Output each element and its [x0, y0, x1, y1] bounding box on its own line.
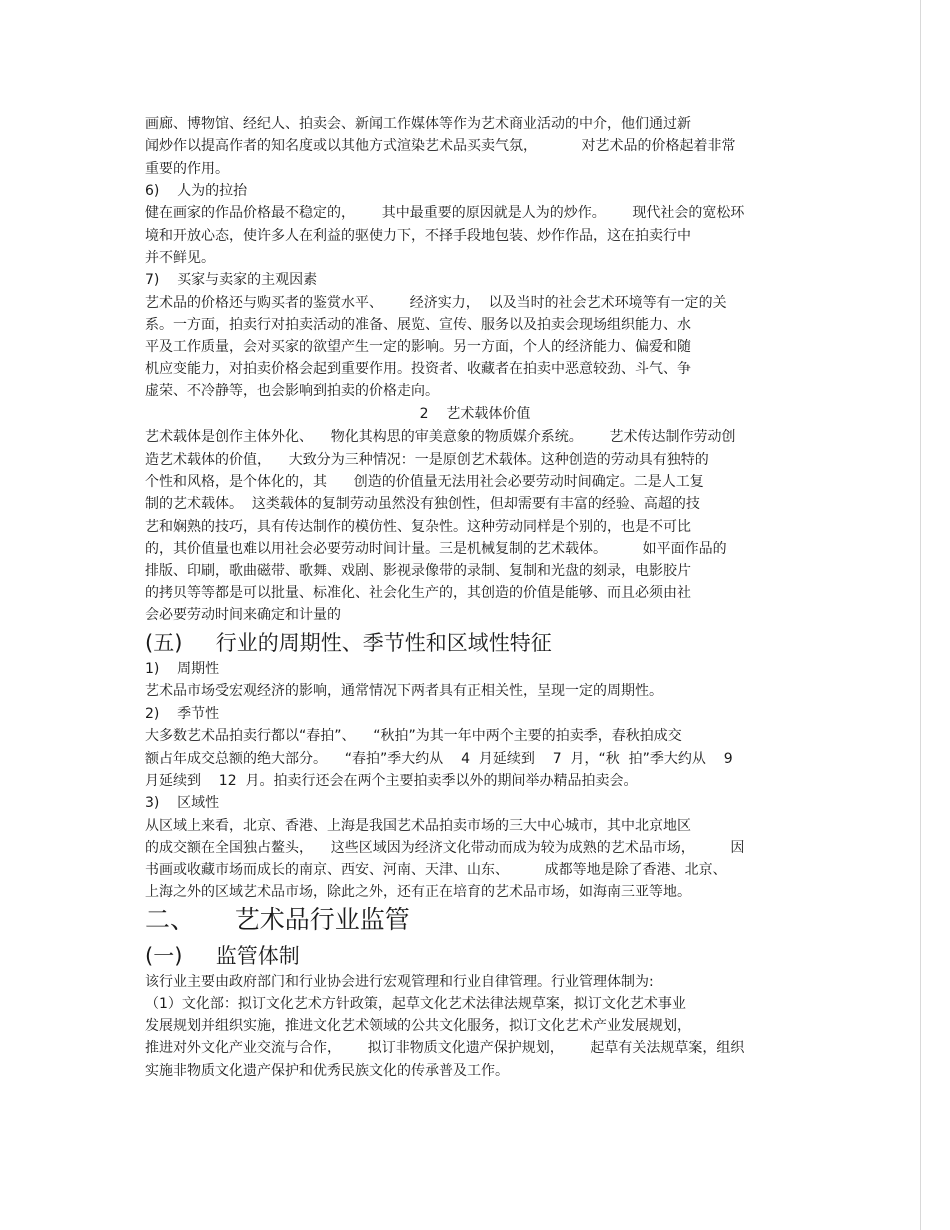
- text-line: 画廊、博物馆、经纪人、拍卖会、新闻工作媒体等作为艺术商业活动的中介，他们通过新: [145, 116, 691, 132]
- text-line: 大多数艺术品拍卖行都以“春拍”、 “秋拍”为其一年中两个主要的拍卖季，春秋拍成交: [145, 728, 682, 744]
- text-line: 1) 周期性: [145, 661, 220, 677]
- text-line: 平及工作质量，会对买家的欲望产生一定的影响。另一方面，个人的经济能力、偏爱和随: [145, 339, 691, 355]
- text-line: 上海之外的区域艺术品市场，除此之外，还有正在培育的艺术品市场，如海南三亚等地。: [145, 884, 691, 900]
- text-line: 实施非物质文化遗产保护和优秀民族文化的传承普及工作。: [145, 1063, 509, 1079]
- text-line: 推进对外文化产业交流与合作， 拟订非物质文化遗产保护规划， 起草有关法规草案，组织: [145, 1040, 745, 1056]
- page-edge-divider: [920, 0, 921, 1230]
- text-line: 并不鲜见。: [145, 250, 215, 266]
- subsection-heading: (五) 行业的周期性、季节性和区域性特征: [145, 631, 552, 655]
- text-line: 额占年成交总额的绝大部分。 “春拍”季大约从 4 月延续到 7 月，“秋 拍”季大约从 9: [145, 751, 733, 767]
- text-line: 造艺术载体的价值， 大致分为三种情况：一是原创艺术载体。这种创造的劳动具有独特的: [145, 452, 709, 468]
- text-line: 健在画家的作品价格最不稳定的， 其中最重要的原因就是人为的炒作。 现代社会的宽松环: [145, 205, 745, 221]
- text-line: 从区域上来看，北京、香港、上海是我国艺术品拍卖市场的三大中心城市，其中北京地区: [145, 818, 691, 834]
- text-line: 艺术品的价格还与购买者的鉴赏水平、 经济实力， 以及当时的社会艺术环境等有一定的关: [145, 295, 727, 311]
- text-line: 境和开放心态，使许多人在利益的驱使力下，不择手段地包装、炒作作品，这在拍卖行中: [145, 228, 691, 244]
- text-line: 2) 季节性: [145, 706, 220, 722]
- text-line: 发展规划并组织实施，推进文化艺术领域的公共文化服务，拟订文化艺术产业发展规划，: [145, 1018, 691, 1034]
- text-line: 书画或收藏市场而成长的南京、西安、河南、天津、山东、 成都等地是除了香港、北京、: [145, 862, 727, 878]
- text-line: 闻炒作以提高作者的知名度或以其他方式渲染艺术品买卖气氛， 对艺术品的价格起着非常: [145, 138, 736, 154]
- text-line: 制的艺术载体。 这类载体的复制劳动虽然没有独创性，但却需要有丰富的经验、高超的技: [145, 496, 700, 512]
- text-line: 会必要劳动时间来确定和计量的: [145, 607, 341, 623]
- text-line: 的，其价值量也难以用社会必要劳动时间计量。三是机械复制的艺术载体。 如平面作品的: [145, 541, 727, 557]
- text-line: 该行业主要由政府部门和行业协会进行宏观管理和行业自律管理。行业管理体制为:: [145, 974, 654, 990]
- text-line: 的拷贝等等都是可以批量、标准化、社会化生产的，其创造的价值是能够、而且必须由社: [145, 585, 691, 601]
- text-line: 艺和娴熟的技巧，具有传达制作的模仿性、复杂性。这种劳动同样是个别的，也是不可比: [145, 519, 691, 535]
- text-line: 艺术载体是创作主体外化、 物化其构思的审美意象的物质媒介系统。 艺术传达制作劳动创: [145, 429, 736, 445]
- text-line: 虚荣、不冷静等，也会影响到拍卖的价格走向。: [145, 383, 439, 399]
- text-line: 机应变能力，对拍卖价格会起到重要作用。投资者、收藏者在拍卖中恶意较劲、斗气、争: [145, 361, 691, 377]
- text-line: 排版、印刷，歌曲磁带、歌舞、戏剧、影视录像带的录制、复制和光盘的刻录，电影胶片: [145, 563, 691, 579]
- section-heading: 二、 艺术品行业监管: [145, 905, 410, 934]
- text-line: 2 艺术载体价值: [419, 406, 531, 422]
- text-line: 个性和风格，是个体化的，其 创造的价值量无法用社会必要劳动时间确定。二是人工复: [145, 474, 704, 490]
- text-line: 6) 人为的拉抬: [145, 183, 248, 199]
- subsection-heading: (一) 监管体制: [145, 944, 300, 968]
- text-line: 艺术品市场受宏观经济的影响，通常情况下两者具有正相关性，呈现一定的周期性。: [145, 683, 663, 699]
- text-line: 7) 买家与卖家的主观因素: [145, 272, 318, 288]
- text-line: 重要的作用。: [145, 161, 229, 177]
- text-line: 3) 区域性: [145, 795, 220, 811]
- text-line: （1）文化部：拟订文化艺术方针政策，起草文化艺术法律法规草案，拟订文化艺术事业: [145, 996, 686, 1012]
- text-line: 的成交额在全国独占鳌头， 这些区域因为经济文化带动而成为较为成熟的艺术品市场， 因: [145, 840, 745, 856]
- text-line: 月延续到 12 月。拍卖行还会在两个主要拍卖季以外的期间举办精品拍卖会。: [145, 773, 638, 789]
- text-line: 系。一方面，拍卖行对拍卖活动的准备、展览、宣传、服务以及拍卖会现场组织能力、水: [145, 317, 691, 333]
